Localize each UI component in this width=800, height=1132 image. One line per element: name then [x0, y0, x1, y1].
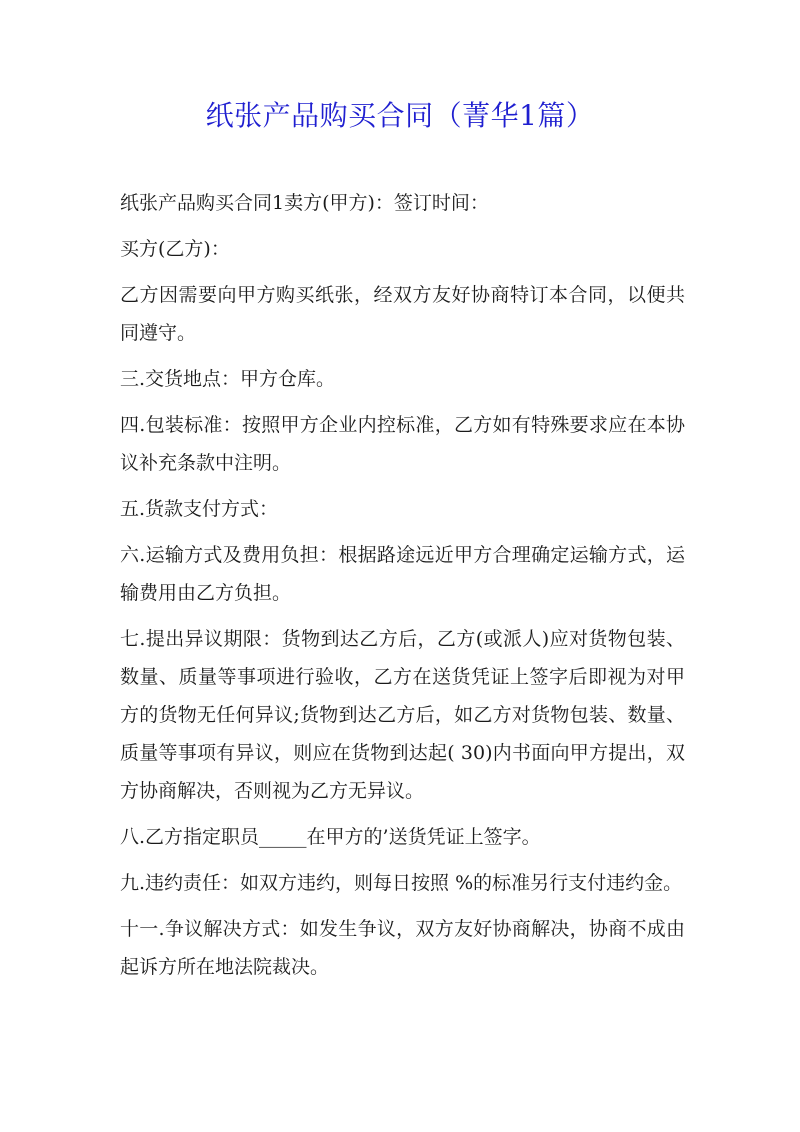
clause-packaging: 四.包装标准：按照甲方企业内控标准，乙方如有特殊要求应在本协议补充条款中注明。 [120, 414, 685, 474]
paragraph-parties-seller: 纸张产品购买合同1卖方(甲方)：签订时间： [120, 192, 489, 214]
clause-dispute-resolution: 十一.争议解决方式：如发生争议，双方友好协商解决，协商不成由起诉方所在地法院裁决。 [120, 918, 685, 978]
clause-delivery-location: 三.交货地点：甲方仓库。 [120, 368, 336, 390]
clause-transport: 六.运输方式及费用负担：根据路途远近甲方合理确定运输方式，运输费用由乙方负担。 [120, 544, 685, 604]
paragraph-preamble: 乙方因需要向甲方购买纸张，经双方友好协商特订本合同，以便共同遵守。 [120, 284, 685, 344]
clause-breach-liability: 九.违约责任：如双方违约，则每日按照 %的标准另行支付违约金。 [120, 872, 683, 894]
clause-objection-period: 七.提出异议期限：货物到达乙方后，乙方(或派人)应对货物包装、数量、质量等事项进行验收，乙方在送货凭证上签字后即视为对甲方的货物无任何异议;货物到达乙方后，如乙方对货物包装、数量、质量等事项有异议，则应在货物到达起( 30)内书面向甲方提出，双方协商解决，否则视为乙方无异议。 [120, 628, 685, 802]
paragraph-parties-buyer: 买方(乙方)： [120, 238, 230, 260]
document-title: 纸张产品购买合同（菁华1篇） [205, 99, 595, 132]
clause-designated-staff: 八.乙方指定职员_____在甲方的’送货凭证上签字。 [120, 826, 541, 848]
clause-payment: 五.货款支付方式： [120, 498, 279, 520]
document-body [120, 184, 685, 986]
